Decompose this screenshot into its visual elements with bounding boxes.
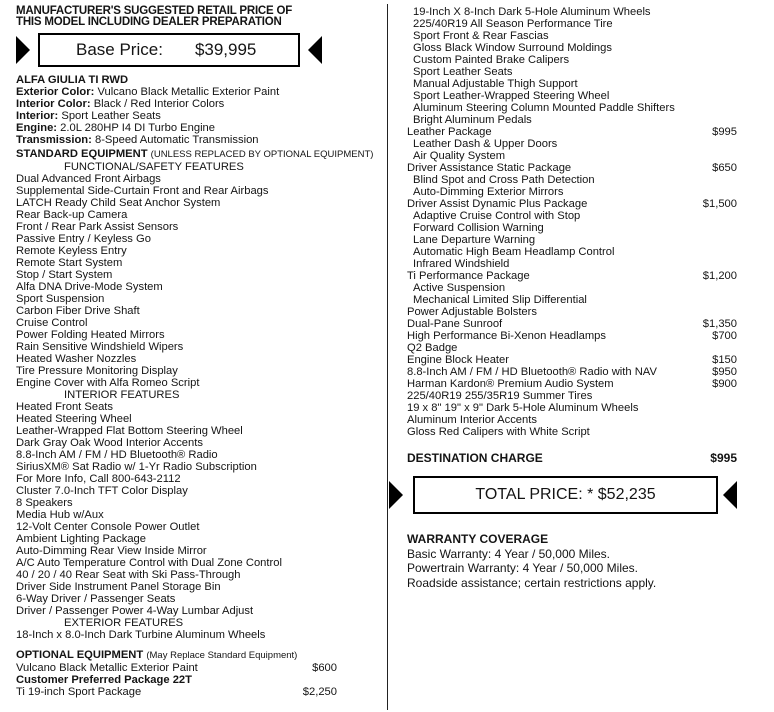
base-price-label: Base Price: — [76, 40, 163, 59]
spec-row — [16, 98, 376, 110]
warranty-line: Basic Warranty: 4 Year / 50,000 Miles. — [407, 546, 610, 561]
exterior-features-list — [16, 629, 376, 641]
feature-item: Auto-Dimming Rear View Inside Mirror — [16, 545, 207, 557]
feature-item: 12-Volt Center Console Power Outlet — [16, 521, 200, 533]
option-label: Blind Spot and Cross Path Detection — [413, 174, 595, 186]
spec-row — [16, 122, 376, 134]
msrp-header-line: THIS MODEL INCLUDING DEALER PREPARATION — [16, 16, 282, 28]
spec-row — [16, 110, 376, 122]
spec-key: Engine: — [16, 122, 58, 134]
spec-key: Interior: — [16, 110, 59, 122]
option-price: $950 — [712, 366, 737, 378]
option-row — [407, 378, 737, 390]
option-label: 8.8-Inch AM / FM / HD Bluetooth® Radio with NAV — [407, 366, 657, 378]
option-label: Sport Front & Rear Fascias — [413, 30, 549, 42]
option-row — [407, 366, 737, 378]
feature-item: LATCH Ready Child Seat Anchor System — [16, 197, 221, 209]
option-label: Infrared Windshield — [413, 258, 510, 270]
option-row — [407, 174, 737, 186]
feature-item: Power Folding Heated Mirrors — [16, 329, 165, 341]
right-column — [407, 6, 737, 590]
feature-item: Heated Steering Wheel — [16, 413, 132, 425]
feature-item: SiriusXM® Sat Radio w/ 1-Yr Radio Subscription — [16, 461, 257, 473]
feature-item: Remote Keyless Entry — [16, 245, 127, 257]
option-label: Q2 Badge — [407, 342, 458, 354]
warranty-title: WARRANTY COVERAGE — [407, 532, 549, 546]
destination-charge-label: DESTINATION CHARGE — [407, 451, 543, 465]
option-label: Automatic High Beam Headlamp Control — [413, 246, 615, 258]
msrp-header-line: MANUFACTURER'S SUGGESTED RETAIL PRICE OF — [16, 5, 293, 17]
option-price: $900 — [712, 378, 737, 390]
feature-item: Alfa DNA Drive-Mode System — [16, 281, 163, 293]
feature-item: Engine Cover with Alfa Romeo Script — [16, 377, 200, 389]
option-row — [407, 66, 737, 78]
option-price: $700 — [712, 330, 737, 342]
spec-key: Exterior Color: — [16, 86, 95, 98]
option-label: Ti 19-inch Sport Package — [16, 686, 142, 698]
option-label: 225/40R19 255/35R19 Summer Tires — [407, 390, 593, 402]
base-price-box — [38, 33, 300, 67]
option-label: Lane Departure Warning — [413, 234, 536, 246]
standard-equipment-title — [16, 148, 376, 161]
standard-equipment-subtitle: (UNLESS REPLACED BY OPTIONAL EQUIPMENT) — [150, 149, 374, 160]
option-row — [407, 18, 737, 30]
feature-item: For More Info, Call 800-643-2112 — [16, 473, 181, 485]
option-row — [407, 354, 737, 366]
feature-item: Sport Suspension — [16, 293, 105, 305]
left-column — [16, 6, 376, 698]
option-price: $1,200 — [702, 270, 737, 282]
option-label: Vulcano Black Metallic Exterior Paint — [16, 662, 198, 674]
warranty-line: Powertrain Warranty: 4 Year / 50,000 Miles. — [407, 561, 638, 575]
base-price-value: $39,995 — [194, 40, 257, 59]
option-label: Bright Aluminum Pedals — [413, 114, 532, 126]
option-label: High Performance Bi-Xenon Headlamps — [407, 330, 606, 342]
feature-item: Heated Washer Nozzles — [16, 353, 137, 365]
option-price: $995 — [712, 126, 737, 138]
option-row — [16, 674, 337, 686]
optional-equipment-title — [16, 649, 376, 662]
option-label: Harman Kardon® Premium Audio System — [407, 378, 614, 390]
option-row — [407, 30, 737, 42]
option-row — [407, 186, 737, 198]
feature-item: Carbon Fiber Drive Shaft — [16, 305, 140, 317]
optional-equipment-heading: OPTIONAL EQUIPMENT — [16, 649, 144, 661]
spec-list — [16, 86, 376, 146]
option-row — [407, 102, 737, 114]
feature-item: 40 / 20 / 40 Rear Seat with Ski Pass-Through — [16, 569, 241, 581]
option-label: Aluminum Interior Accents — [407, 414, 537, 426]
option-row — [407, 150, 737, 162]
feature-item: Passive Entry / Keyless Go — [16, 233, 151, 245]
option-price: $650 — [712, 162, 737, 174]
option-row — [407, 318, 737, 330]
option-row — [407, 126, 737, 138]
feature-item: Driver Side Instrument Panel Storage Bin — [16, 581, 221, 593]
feature-item: 6-Way Driver / Passenger Seats — [16, 593, 176, 605]
feature-item: Stop / Start System — [16, 269, 113, 281]
option-label: Leather Package — [407, 126, 492, 138]
spec-value: Vulcano Black Metallic Exterior Paint — [97, 86, 280, 98]
option-row — [407, 210, 737, 222]
spec-value: 2.0L 280HP I4 DI Turbo Engine — [60, 122, 216, 134]
optional-left-list — [16, 662, 337, 698]
feature-item: 8 Speakers — [16, 497, 73, 509]
option-row — [407, 306, 737, 318]
feature-item: Media Hub w/Aux — [16, 509, 104, 521]
option-row — [16, 686, 337, 698]
feature-item: Heated Front Seats — [16, 401, 114, 413]
option-label: Sport Leather-Wrapped Steering Wheel — [413, 90, 610, 102]
option-row — [407, 138, 737, 150]
option-row — [407, 246, 737, 258]
option-row — [407, 414, 737, 426]
functional-features-list — [16, 173, 376, 389]
destination-charge-row — [407, 452, 737, 466]
destination-charge-price: $995 — [710, 451, 737, 465]
optional-right-list — [407, 6, 737, 438]
option-row — [407, 78, 737, 90]
option-price: $2,250 — [302, 686, 337, 698]
option-label: Driver Assist Dynamic Plus Package — [407, 198, 588, 210]
option-label: Leather Dash & Upper Doors — [413, 138, 558, 150]
option-row — [407, 162, 737, 174]
option-row — [407, 390, 737, 402]
option-row — [407, 258, 737, 270]
feature-item: Cluster 7.0-Inch TFT Color Display — [16, 485, 188, 497]
feature-item: A/C Auto Temperature Control with Dual Zone Control — [16, 557, 282, 569]
option-row — [407, 234, 737, 246]
option-label: Manual Adjustable Thigh Support — [413, 78, 578, 90]
feature-item: Cruise Control — [16, 317, 88, 329]
option-label: Air Quality System — [413, 150, 506, 162]
option-label: Forward Collision Warning — [413, 222, 544, 234]
option-label: Gloss Black Window Surround Moldings — [413, 42, 612, 54]
option-label: 225/40R19 All Season Performance Tire — [413, 18, 613, 30]
feature-item: Driver / Passenger Power 4-Way Lumbar Adjust — [16, 605, 254, 617]
option-row — [407, 114, 737, 126]
feature-item: Tire Pressure Monitoring Display — [16, 365, 178, 377]
arrow-left-icon — [308, 36, 322, 64]
option-row — [407, 198, 737, 210]
option-label: Custom Painted Brake Calipers — [413, 54, 570, 66]
option-label: Ti Performance Package — [407, 270, 530, 282]
feature-item: Front / Rear Park Assist Sensors — [16, 221, 179, 233]
functional-features-heading: FUNCTIONAL/SAFETY FEATURES — [64, 161, 244, 173]
option-label: Mechanical Limited Slip Differential — [413, 294, 587, 306]
option-label: Customer Preferred Package 22T — [16, 674, 192, 686]
option-row — [407, 342, 737, 354]
option-price: $150 — [712, 354, 737, 366]
optional-equipment-subtitle: (May Replace Standard Equipment) — [146, 650, 298, 661]
option-price: $600 — [312, 662, 337, 674]
warranty-line: Roadside assistance; certain restrictions apply. — [407, 575, 657, 590]
feature-item: Rear Back-up Camera — [16, 209, 128, 221]
standard-equipment-heading: STANDARD EQUIPMENT — [16, 148, 148, 160]
msrp-header — [16, 6, 376, 28]
base-price-block — [16, 33, 376, 73]
option-price: $1,500 — [702, 198, 737, 210]
feature-item: Ambient Lighting Package — [16, 533, 146, 545]
total-price-label: TOTAL PRICE: * $52,235 — [475, 486, 656, 503]
option-row — [407, 294, 737, 306]
feature-item: 18-Inch x 8.0-Inch Dark Turbine Aluminum Wheels — [16, 629, 266, 641]
option-row — [407, 54, 737, 66]
exterior-features-heading: EXTERIOR FEATURES — [64, 617, 184, 629]
model-name: ALFA GIULIA TI RWD — [16, 74, 129, 86]
spec-row — [16, 134, 376, 146]
feature-item: Dark Gray Oak Wood Interior Accents — [16, 437, 203, 449]
option-row — [407, 90, 737, 102]
option-label: Aluminum Steering Column Mounted Paddle Shifters — [413, 102, 675, 114]
option-label: 19 x 8" 19" x 9" Dark 5-Hole Aluminum Wheels — [407, 402, 639, 414]
spec-value: Black / Red Interior Colors — [93, 98, 225, 110]
option-label: Engine Block Heater — [407, 354, 509, 366]
spec-key: Transmission: — [16, 134, 92, 146]
option-label: Dual-Pane Sunroof — [407, 318, 503, 330]
feature-item: 8.8-Inch AM / FM / HD Bluetooth® Radio — [16, 449, 218, 461]
spec-value: Sport Leather Seats — [61, 110, 161, 122]
feature-item: Rain Sensitive Windshield Wipers — [16, 341, 184, 353]
spec-value: 8-Speed Automatic Transmission — [94, 134, 259, 146]
warranty-section — [407, 532, 737, 590]
option-label: Sport Leather Seats — [413, 66, 513, 78]
option-label: 19-Inch X 8-Inch Dark 5-Hole Aluminum Wheels — [413, 6, 651, 18]
option-price: $1,350 — [702, 318, 737, 330]
interior-features-list — [16, 401, 376, 617]
option-label: Active Suspension — [413, 282, 506, 294]
spec-row — [16, 86, 376, 98]
arrow-right-icon — [389, 481, 403, 509]
option-label: Driver Assistance Static Package — [407, 162, 572, 174]
option-row — [407, 270, 737, 282]
feature-item: Leather-Wrapped Flat Bottom Steering Wheel — [16, 425, 243, 437]
option-row — [407, 426, 737, 438]
feature-item: Dual Advanced Front Airbags — [16, 173, 161, 185]
option-row — [407, 402, 737, 414]
option-row — [407, 6, 737, 18]
option-label: Gloss Red Calipers with White Script — [407, 426, 590, 438]
arrow-right-icon — [16, 36, 30, 64]
spec-key: Interior Color: — [16, 98, 91, 110]
option-label: Adaptive Cruise Control with Stop — [413, 210, 581, 222]
interior-features-heading: INTERIOR FEATURES — [64, 389, 180, 401]
feature-item: Remote Start System — [16, 257, 123, 269]
option-row — [407, 42, 737, 54]
feature-item: Supplemental Side-Curtain Front and Rear Airbags — [16, 185, 269, 197]
option-label: Auto-Dimming Exterior Mirrors — [413, 186, 564, 198]
arrow-left-icon — [723, 481, 737, 509]
option-row — [407, 282, 737, 294]
total-price-box — [413, 476, 718, 514]
option-label: Power Adjustable Bolsters — [407, 306, 537, 318]
column-divider — [387, 4, 388, 710]
option-row — [407, 330, 737, 342]
total-price-block — [407, 476, 737, 522]
option-row — [16, 662, 337, 674]
option-row — [407, 222, 737, 234]
